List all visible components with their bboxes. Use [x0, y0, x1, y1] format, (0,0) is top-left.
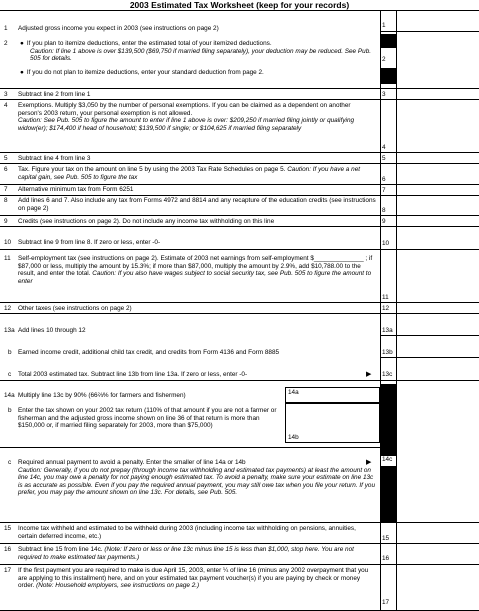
line-body: Exemptions. Multiply $3,050 by the number of personal exemptions. If you can be claimed as a dependent on another person's 2003 return, your personal exemption is not allowed.	[18, 102, 351, 117]
line-number: 17	[4, 567, 12, 574]
rule	[0, 184, 479, 185]
shaded-area	[381, 384, 396, 456]
rule	[0, 195, 479, 196]
line-text	[18, 102, 376, 132]
line-number: 9	[4, 218, 8, 225]
rule	[0, 99, 479, 100]
box-label: 14b	[288, 434, 299, 441]
line-text: Add lines 6 and 7. Also include any tax from Forms 4972 and 8814 and any recapture of the education credits (see instructions on page 2)	[18, 197, 376, 212]
rule	[0, 447, 380, 448]
caution-text: Caution: If line 1 above is over $139,500 ($69,750 if married filing separately), your deduction may be reduced. See Pub. 505 for details.	[30, 47, 372, 63]
rule	[0, 215, 479, 216]
rule	[0, 88, 479, 89]
line-number: b	[8, 407, 12, 414]
caution-text: Caution: See Pub. 505 to figure the amount to enter if line 1 above is over: $209,250 if married filing jointly or qualifying widow(er); $174,400 if head of household; $139,500 if single; or $104,625 if married filing separately	[18, 117, 355, 132]
inner-box-14b[interactable]	[285, 403, 380, 443]
rule	[380, 335, 479, 336]
line-13b	[0, 349, 479, 357]
line-14a	[0, 392, 479, 400]
arrow-icon: ▶	[366, 371, 372, 378]
line-body: If the first payment you are required to make is due April 15, 2003, enter ¼ of line 16 (minus any 2002 overpayment that you are applying to this installment) here, and on your estimated tax payment voucher(s) if you are paying by check or money order.	[18, 567, 369, 590]
line-number: 3	[4, 91, 8, 98]
box-label: 13c	[382, 371, 393, 378]
line-text	[18, 459, 376, 497]
box-label: 13b	[382, 349, 393, 356]
line-body: Tax. Figure your tax on the amount on line 5 by using the 2003 Tax Rate Schedules on page 5.	[18, 166, 286, 173]
line-12	[0, 305, 479, 313]
line-number: 11	[4, 255, 11, 262]
line-number: b	[8, 349, 12, 356]
line-14b	[0, 407, 479, 447]
rule	[0, 152, 479, 153]
line-11	[0, 255, 479, 305]
box-label: 4	[382, 144, 386, 151]
line-text	[18, 567, 376, 590]
line-text	[18, 546, 376, 561]
line-number: 8	[4, 197, 8, 204]
box-label: 6	[382, 176, 386, 183]
box-label: 2	[382, 56, 386, 63]
line-8	[0, 197, 479, 215]
line-text: Total 2003 estimated tax. Subtract line 13b from line 13a. If zero or less, enter -0-	[18, 371, 248, 378]
box-label: 17	[382, 599, 390, 606]
line-6	[0, 166, 479, 184]
box-label: 10	[382, 240, 390, 247]
line-number: c	[8, 459, 12, 466]
line-text	[18, 166, 376, 181]
box-label: 1	[382, 22, 386, 29]
line-13c	[0, 371, 479, 379]
box-label: 9	[382, 218, 386, 225]
line-text: Subtract line 9 from line 8. If zero or less, enter -0-	[18, 239, 161, 246]
page-title: 2003 Estimated Tax Worksheet (keep for your records)	[0, 0, 479, 11]
line-4	[0, 102, 479, 152]
line-text: Income tax withheld and estimated to be withheld during 2003 (including income tax withholding on pensions, annuities, certain deferred income, etc.)	[18, 525, 356, 540]
line-text: Multiply line 13c by 90% (66⅔% for farmers and fishermen)	[18, 392, 186, 399]
line-13a	[0, 327, 479, 335]
box-label: 14c	[382, 456, 393, 463]
line-3	[0, 91, 479, 99]
rule	[0, 249, 479, 250]
line-number: 2	[4, 40, 8, 47]
shaded-area	[381, 466, 396, 522]
line-number: 13a	[4, 327, 15, 334]
box-label: 7	[382, 187, 386, 194]
rule	[0, 226, 479, 227]
rule	[380, 357, 479, 358]
rule	[0, 302, 479, 303]
caution-text: Caution: Generally, if you do not prepay (through income tax withholding and estimated tax payments) at least the amount on line 14c, you may owe a penalty for not paying enough estimated tax. To avoid a penalty, make sure your estimate on line 13c is as accurate as possible. Even if you pay the required annual payment, you may still owe tax when you file your return. If you prefer, you may pay the amount shown on line 13c. For details, see Pub. 505.	[18, 466, 375, 497]
amount-field-1[interactable]	[397, 22, 479, 31]
rule	[0, 543, 479, 544]
caution-text: (Note: Household employers, see instructions on page 2.)	[36, 582, 200, 590]
box-label: 5	[382, 155, 386, 162]
bullet-icon: ●	[20, 40, 24, 47]
line-number: 15	[4, 525, 12, 532]
line-number: 1	[4, 25, 8, 32]
line-7	[0, 186, 479, 194]
bullet-text: If you do not plan to itemize deductions, enter your standard deduction from page 2.	[26, 69, 264, 76]
rule	[380, 31, 479, 32]
line-number: 12	[4, 305, 12, 312]
line-text	[18, 255, 376, 285]
inner-box-14a[interactable]	[285, 387, 380, 403]
bullet-icon: ●	[20, 69, 24, 76]
line-text: Other taxes (see instructions on page 2)	[18, 305, 132, 312]
line-number: c	[8, 371, 12, 378]
rule	[0, 564, 479, 565]
box-label: 12	[382, 305, 390, 312]
line-text: Alternative minimum tax from Form 6251	[18, 186, 134, 193]
box-label: 15	[382, 535, 390, 542]
rule	[0, 313, 479, 314]
rule	[0, 163, 479, 164]
line-number: 10	[4, 239, 12, 246]
line-number: 4	[4, 102, 8, 109]
line-text: Adjusted gross income you expect in 2003 (see instructions on page 2)	[18, 25, 219, 32]
shaded-area	[381, 68, 396, 84]
line-number: 14a	[4, 392, 15, 399]
caution-text: Caution: If you have a net capital gain, see Pub. 505 to figure the tax	[18, 166, 361, 181]
rule	[0, 380, 479, 381]
box-label: 3	[382, 91, 386, 98]
line-text: Enter the tax shown on your 2002 tax return (110% of that amount if you are not a farmer or fisherman and the adjusted gross income shown on line 36 of that return is more than $150,000 or, if married filing separately for 2003, more than $75,000)	[18, 407, 277, 430]
caution-text: Caution: If you also have wages subject to social security tax, see Pub. 505 to figure the amount to enter	[18, 270, 372, 285]
line-14c	[0, 459, 479, 519]
line-9	[0, 218, 479, 226]
line-number: 7	[4, 186, 8, 193]
line-body: Required annual payment to avoid a penalty. Enter the smaller of line 14a or 14b	[18, 459, 246, 466]
line-2	[0, 40, 479, 90]
shaded-area	[381, 34, 396, 48]
line-text: Subtract line 2 from line 1	[18, 91, 91, 98]
line-16	[0, 546, 479, 564]
line-15	[0, 525, 479, 543]
box-label: 8	[382, 207, 386, 214]
line-number: 16	[4, 546, 12, 553]
line-10	[0, 239, 479, 247]
line-text: Subtract line 4 from line 3	[18, 155, 91, 162]
line-number: 6	[4, 166, 8, 173]
bullet-text: If you plan to itemize deductions, enter the estimated total of your itemized deductions.	[26, 40, 272, 47]
line-body: Self-employment tax (see instructions on page 2). Estimate of 2003 net earnings from self-employment $______________ ; if $87,000 or less, multiply the amount by 15.3%; if more than $87,000, multiply the amount by 2.9%, add $10,788.00 to the result, and enter the total.	[18, 255, 373, 278]
arrow-icon: ▶	[366, 459, 372, 466]
line-body: Subtract line 15 from line 14c.	[18, 546, 103, 553]
line-text: Credits (see instructions on page 2). Do not include any income tax withholding on this line	[18, 218, 275, 225]
amount-field-2[interactable]	[397, 50, 479, 64]
box-label: 11	[382, 294, 389, 301]
box-label: 14a	[288, 389, 299, 396]
line-17	[0, 567, 479, 607]
line-5	[0, 155, 479, 163]
caution-text: (Note: If zero or less or line 13c minus line 15 is less than $1,000, stop here. You are not required to make estimated tax payments.)	[18, 546, 354, 561]
line-number: 5	[4, 155, 8, 162]
line-text: Earned income credit, additional child tax credit, and credits from Form 4136 and Form 8885	[18, 349, 280, 356]
rule	[0, 522, 479, 523]
line-text: Add lines 10 through 12	[18, 327, 86, 334]
box-label: 16	[382, 555, 390, 562]
box-label: 13a	[382, 327, 393, 334]
